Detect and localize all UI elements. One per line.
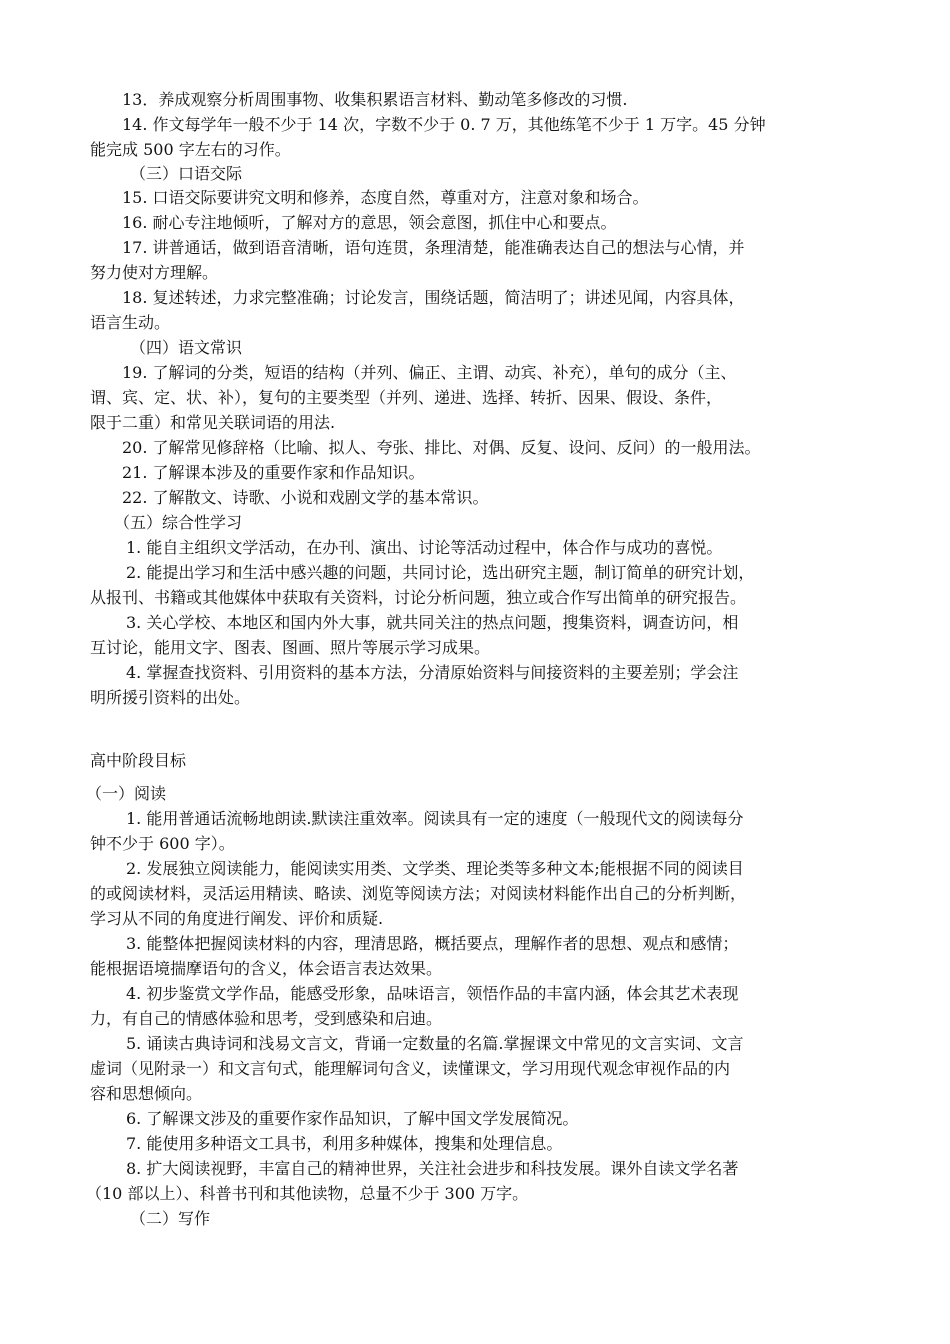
item-15: 15. 口语交际要讲究文明和修养，态度自然，尊重对方，注意对象和场合。	[122, 188, 649, 207]
item-14-line-1: 14. 作文每学年一般不少于 14 次，字数不少于 0. 7 万，其他练笔不少于 1 万字。45 分钟	[122, 115, 766, 134]
reading-item-5-line-1: 5. 诵读古典诗词和浅易文言文，背诵一定数量的名篇.掌握课文中常见的文言实词、文言	[126, 1034, 744, 1053]
reading-item-8-line-2: （10 部以上）、科普书刊和其他读物，总量不少于 300 万字。	[86, 1184, 529, 1203]
reading-item-5-line-2: 虚词（见附录一）和文言句式，能理解词句含义，读懂课文，学习用现代观念审视作品的内	[90, 1059, 731, 1078]
reading-item-4-line-1: 4. 初步鉴赏文学作品，能感受形象，品味语言，领悟作品的丰富内涵，体会其艺术表现	[126, 984, 739, 1003]
integrated-item-4-line-2: 明所援引资料的出处。	[90, 688, 251, 707]
integrated-item-3-line-2: 互讨论，能用文字、图表、图画、照片等展示学习成果。	[90, 638, 491, 657]
item-19-line-2: 谓、宾、定、状、补），复句的主要类型（并列、递进、选择、转折、因果、假设、条件，	[90, 388, 723, 407]
reading-item-6: 6. 了解课文涉及的重要作家作品知识，了解中国文学发展简况。	[126, 1109, 579, 1128]
item-21: 21. 了解课本涉及的重要作家和作品知识。	[122, 463, 425, 482]
reading-item-2-line-3: 学习从不同的角度进行阐发、评价和质疑.	[90, 909, 384, 928]
item-18-line-1: 18. 复述转述，力求完整准确；讨论发言，围绕话题，简洁明了；讲述见闻，内容具体，	[122, 288, 745, 307]
high-school-heading: 高中阶段目标	[90, 751, 187, 770]
integrated-item-1: 1. 能自主组织文学活动，在办刊、演出、讨论等活动过程中，体合作与成功的喜悦。	[126, 538, 723, 557]
reading-item-7: 7. 能使用多种语文工具书，利用多种媒体，搜集和处理信息。	[126, 1134, 563, 1153]
item-19-line-1: 19. 了解词的分类，短语的结构（并列、偏正、主谓、动宾、补充），单句的成分（主、	[122, 363, 737, 382]
section-integrated-heading: （五）综合性学习	[114, 513, 243, 532]
integrated-item-2-line-1: 2. 能提出学习和生活中感兴趣的问题，共同讨论，选出研究主题，制订简单的研究计划，	[126, 563, 755, 582]
item-13: 13．养成观察分析周围事物、收集积累语言材料、勤动笔多修改的习惯.	[122, 90, 628, 109]
item-17-line-1: 17. 讲普通话，做到语音清晰，语句连贯，条理清楚，能准确表达自己的想法与心情，并	[122, 238, 745, 257]
integrated-item-2-line-2: 从报刊、书籍或其他媒体中获取有关资料，讨论分析问题，独立或合作写出简单的研究报告。	[90, 588, 747, 607]
reading-item-1-line-1: 1. 能用普通话流畅地朗读.默读注重效率。阅读具有一定的速度（一般现代文的阅读每分	[126, 809, 744, 828]
reading-item-3-line-2: 能根据语境揣摩语句的含义，体会语言表达效果。	[90, 959, 443, 978]
item-19-line-3: 限于二重）和常见关联词语的用法.	[90, 413, 336, 432]
item-18-line-2: 语言生动。	[90, 313, 171, 332]
integrated-item-3-line-1: 3. 关心学校、本地区和国内外大事，就共同关注的热点问题，搜集资料，调查访问，相	[126, 613, 739, 632]
reading-item-8-line-1: 8. 扩大阅读视野，丰富自己的精神世界，关注社会进步和科技发展。课外自读文学名著	[126, 1159, 739, 1178]
section-reading-heading: （一）阅读	[86, 784, 167, 803]
reading-item-5-line-3: 容和思想倾向。	[90, 1084, 203, 1103]
item-14-line-2: 能完成 500 字左右的习作。	[90, 140, 291, 159]
item-22: 22. 了解散文、诗歌、小说和戏剧文学的基本常识。	[122, 488, 489, 507]
item-17-line-2: 努力使对方理解。	[90, 263, 219, 282]
reading-item-1-line-2: 钟不少于 600 字）。	[90, 834, 235, 853]
item-16: 16. 耐心专注地倾听，了解对方的意思，领会意图，抓住中心和要点。	[122, 213, 617, 232]
integrated-item-4-line-1: 4. 掌握查找资料、引用资料的基本方法，分清原始资料与间接资料的主要差别；学会注	[126, 663, 739, 682]
section-knowledge-heading: （四）语文常识	[130, 338, 243, 357]
item-20: 20. 了解常见修辞格（比喻、拟人、夸张、排比、对偶、反复、设问、反问）的一般用法。	[122, 438, 761, 457]
reading-item-3-line-1: 3. 能整体把握阅读材料的内容，理清思路，概括要点，理解作者的思想、观点和感情；	[126, 934, 739, 953]
reading-item-4-line-2: 力，有自己的情感体验和思考，受到感染和启迪。	[90, 1009, 443, 1028]
reading-item-2-line-1: 2. 发展独立阅读能力，能阅读实用类、文学类、理论类等多种文本;能根据不同的阅读目	[126, 859, 744, 878]
section-writing-heading: （二）写作	[130, 1209, 211, 1228]
reading-item-2-line-2: 的或阅读材料，灵活运用精读、略读、浏览等阅读方法；对阅读材料能作出自己的分析判断，	[90, 884, 747, 903]
section-oral-heading: （三）口语交际	[130, 164, 243, 183]
